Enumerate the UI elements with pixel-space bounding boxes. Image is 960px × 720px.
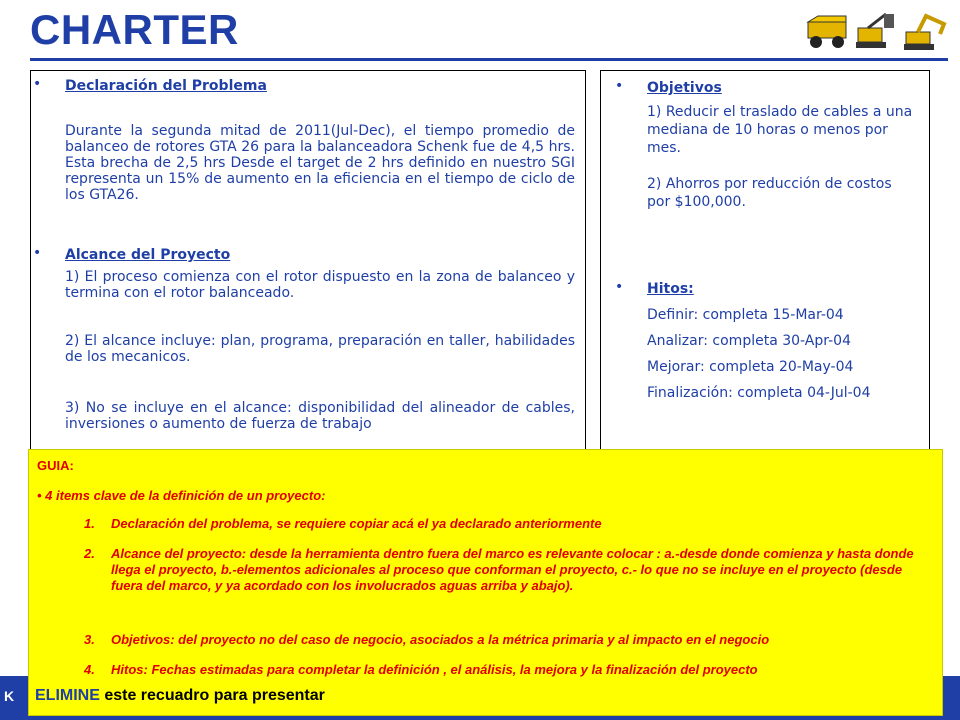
guide-heading: GUIA:: [37, 458, 74, 473]
scope-section: [33, 245, 231, 263]
guide-item-2: Alcance del proyecto: desde la herramienta dentro fuera del marco es relevante colocar : a.-desde donde comienza y hasta donde llega el proyecto, b.-elementos adicionales al proceso que conforman el proyecto, c.- lo que no se incluye en el proyecto (desde fuera del marco, y ya acordado con los involucrados aguas arriba y abajo).: [111, 546, 914, 593]
objective-item-2: 2) Ahorros por reducción de costos por $100,000.: [647, 176, 892, 210]
objectives-heading: Objetivos: [647, 80, 722, 96]
scope-item-1: 1) El proceso comienza con el rotor dispuesto en la zona de balanceo y termina con el rotor balanceado.: [65, 269, 575, 301]
excavator-icon: [904, 16, 944, 50]
milestone-define: Definir: completa 15-Mar-04: [647, 307, 844, 323]
page-title: CHARTER: [30, 6, 239, 53]
guide-num: 2.: [84, 546, 95, 561]
problem-section: [33, 76, 267, 94]
objective-item-1: 1) Reducir el traslado de cables a una mediana de 10 horas o menos por mes.: [647, 104, 913, 156]
bullet-icon: •: [615, 78, 624, 94]
problem-heading: Declaración del Problema: [65, 78, 267, 94]
guide-item-4: Hitos: Fechas estimadas para completar la definición , el análisis, la mejora y la finalización del proyecto: [111, 662, 758, 677]
title-underline: [30, 58, 948, 61]
guide-item-1: Declaración del problema, se requiere copiar acá el ya declarado anteriormente: [111, 516, 602, 531]
milestone-analyze: Analizar: completa 30-Apr-04: [647, 333, 851, 349]
objectives-milestones-panel: [600, 70, 930, 452]
bullet-icon: •: [33, 76, 42, 92]
guide-intro: • 4 items clave de la definición de un proyecto:: [37, 488, 326, 503]
guide-num: 4.: [84, 662, 95, 677]
haul-truck-icon: [808, 16, 846, 48]
guide-callout[interactable]: [28, 449, 943, 716]
scope-heading: Alcance del Proyecto: [65, 247, 231, 263]
footer-letter: K: [4, 688, 15, 704]
guide-num: 1.: [84, 516, 95, 531]
objectives-section: [615, 78, 722, 96]
milestones-heading: Hitos:: [647, 281, 694, 297]
bullet-icon: •: [615, 279, 624, 295]
shovel-icon: [856, 14, 894, 48]
bullet-icon: •: [33, 245, 42, 261]
equipment-logos: [806, 12, 948, 52]
problem-body: Durante la segunda mitad de 2011(Jul-Dec), el tiempo promedio de balanceo de rotores GTA 26 para la balanceadora Schenk fue de 4,5 hrs. Esta brecha de 2,5 hrs Desde el target de 2 hrs definido en nuestro SGI representa un 15% de aumento en la eficiencia en el tiempo de ciclo de los GTA26.: [65, 123, 575, 203]
scope-item-3: 3) No se incluye en el alcance: disponibilidad del alineador de cables, inversiones o aumento de fuerza de trabajo: [65, 400, 575, 432]
scope-item-2: 2) El alcance incluye: plan, programa, preparación en taller, habilidades de los mecanicos.: [65, 333, 575, 365]
guide-item-3: Objetivos: del proyecto no del caso de negocio, asociados a la métrica primaria y al impacto en el negocio: [111, 632, 770, 647]
milestones-section: [615, 279, 694, 297]
guide-num: 3.: [84, 632, 95, 647]
milestone-improve: Mejorar: completa 20-May-04: [647, 359, 854, 375]
milestone-finalize: Finalización: completa 04-Jul-04: [647, 385, 871, 401]
guide-remove-note: ELIMINE este recuadro para presentar: [35, 687, 325, 704]
problem-scope-panel: [30, 70, 586, 452]
